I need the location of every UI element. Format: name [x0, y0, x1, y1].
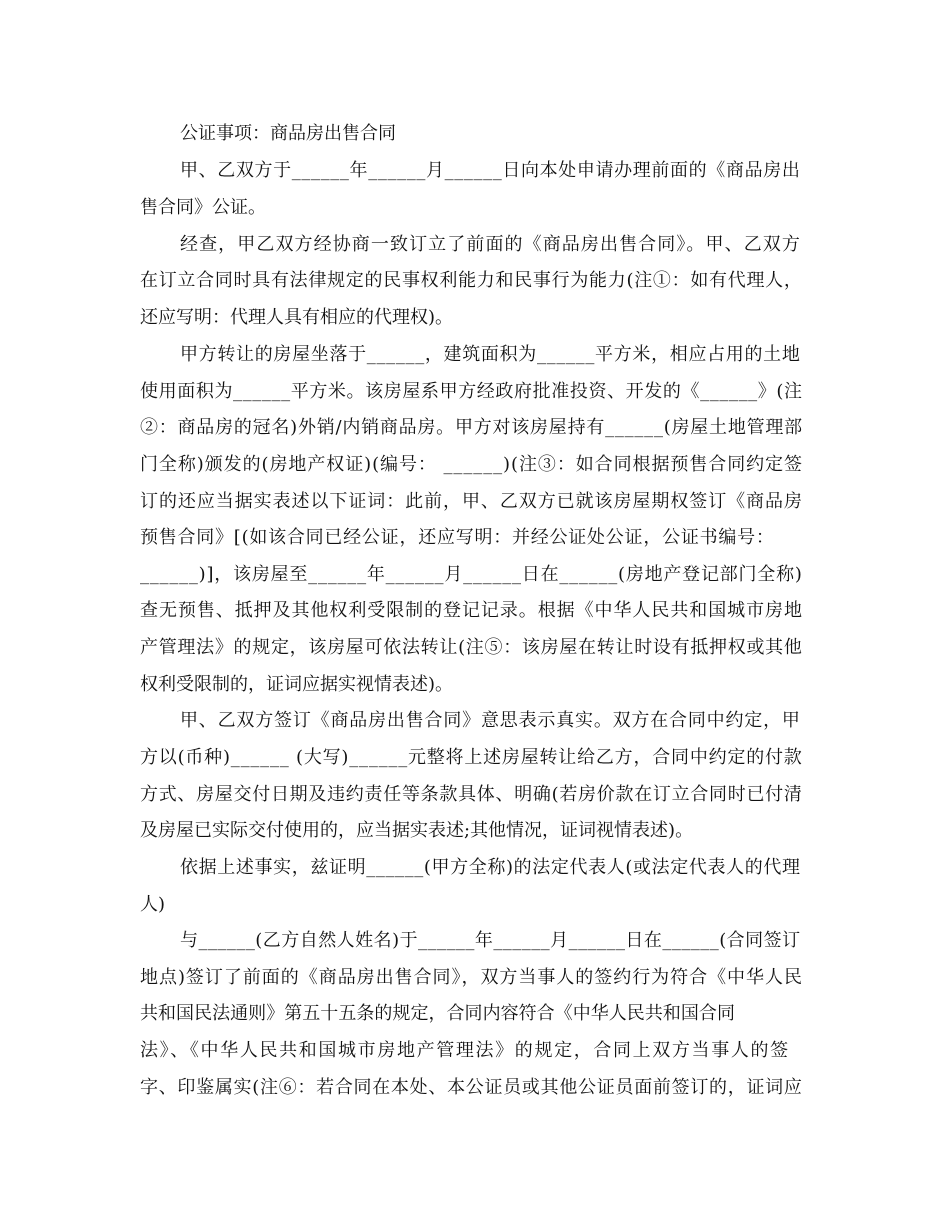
text-line: 使用面积为______平方米。该房屋系甲方经政府批准投资、开发的《______》(注	[140, 381, 803, 402]
text-line: 共和国民法通则》第五十五条的规定，合同内容符合《中华人民共和国合同	[140, 1003, 735, 1024]
text-line: 方以(币种)______ (大写)______元整将上述房屋转让给乙方，合同中约定的付款	[140, 747, 803, 768]
text-line: 经查，甲乙双方经协商一致订立了前面的《商品房出售合同》。甲、乙双方	[180, 234, 801, 255]
text-line: 订的还应当据实表述以下证词：此前，甲、乙双方已就该房屋期权签订《商品房	[140, 491, 803, 512]
text-line: 字、印鉴属实(注⑥：若合同在本处、本公证员或其他公证员面前签订的，证词应	[140, 1077, 803, 1098]
text-line: 售合同》公证。	[140, 197, 266, 218]
text-line: 方式、房屋交付日期及违约责任等条款具体、明确(若房价款在订立合同时已付清	[140, 784, 803, 805]
text-line: 产管理法》的规定，该房屋可依法转让(注⑤：该房屋在转让时设有抵押权或其他	[140, 637, 803, 658]
text-line: 依据上述事实，兹证明______(甲方全称)的法定代表人(或法定代表人的代理	[180, 857, 801, 878]
text-line: 公证事项：商品房出售合同	[180, 123, 396, 144]
text-line: 查无预售、抵押及其他权利受限制的登记记录。根据《中华人民共和国城市房地	[140, 600, 803, 621]
text-line: ______)]，该房屋至______年______月______日在______(房地产登记部门全称)	[140, 564, 803, 585]
text-line: 门全称)颁发的(房地产权证)(编号： ______)(注③：如合同根据预售合同约定签	[140, 454, 803, 475]
text-line: 与______(乙方自然人姓名)于______年______月______日在______(合同签订	[180, 930, 801, 951]
text-line: 地点)签订了前面的《商品房出售合同》，双方当事人的签约行为符合《中华人民	[140, 967, 803, 988]
text-line: ②：商品房的冠名)外销/内销商品房。甲方对该房屋持有______(房屋土地管理部	[140, 417, 803, 438]
text-line: 预售合同》[(如该合同已经公证，还应写明：并经公证处公证，公证书编号：	[140, 527, 775, 548]
text-line: 甲方转让的房屋坐落于______，建筑面积为______平方米，相应占用的土地	[180, 344, 801, 365]
text-line: 在订立合同时具有法律规定的民事权利能力和民事行为能力(注①：如有代理人，	[140, 270, 803, 291]
text-line: 甲、乙双方签订《商品房出售合同》意思表示真实。双方在合同中约定，甲	[180, 710, 801, 731]
text-line: 人)	[140, 894, 166, 915]
text-line: 及房屋已实际交付使用的，应当据实表述;其他情况，证词视情表述)。	[140, 820, 694, 841]
text-line: 还应写明：代理人具有相应的代理权)。	[140, 307, 454, 328]
text-line: 甲、乙双方于______年______月______日向本处申请办理前面的《商品房出	[180, 160, 801, 181]
text-line: 权利受限制的，证词应据实视情表述)。	[140, 674, 454, 695]
text-line: 法》、《中华人民共和国城市房地产管理法》的规定，合同上双方当事人的签	[140, 1040, 790, 1061]
